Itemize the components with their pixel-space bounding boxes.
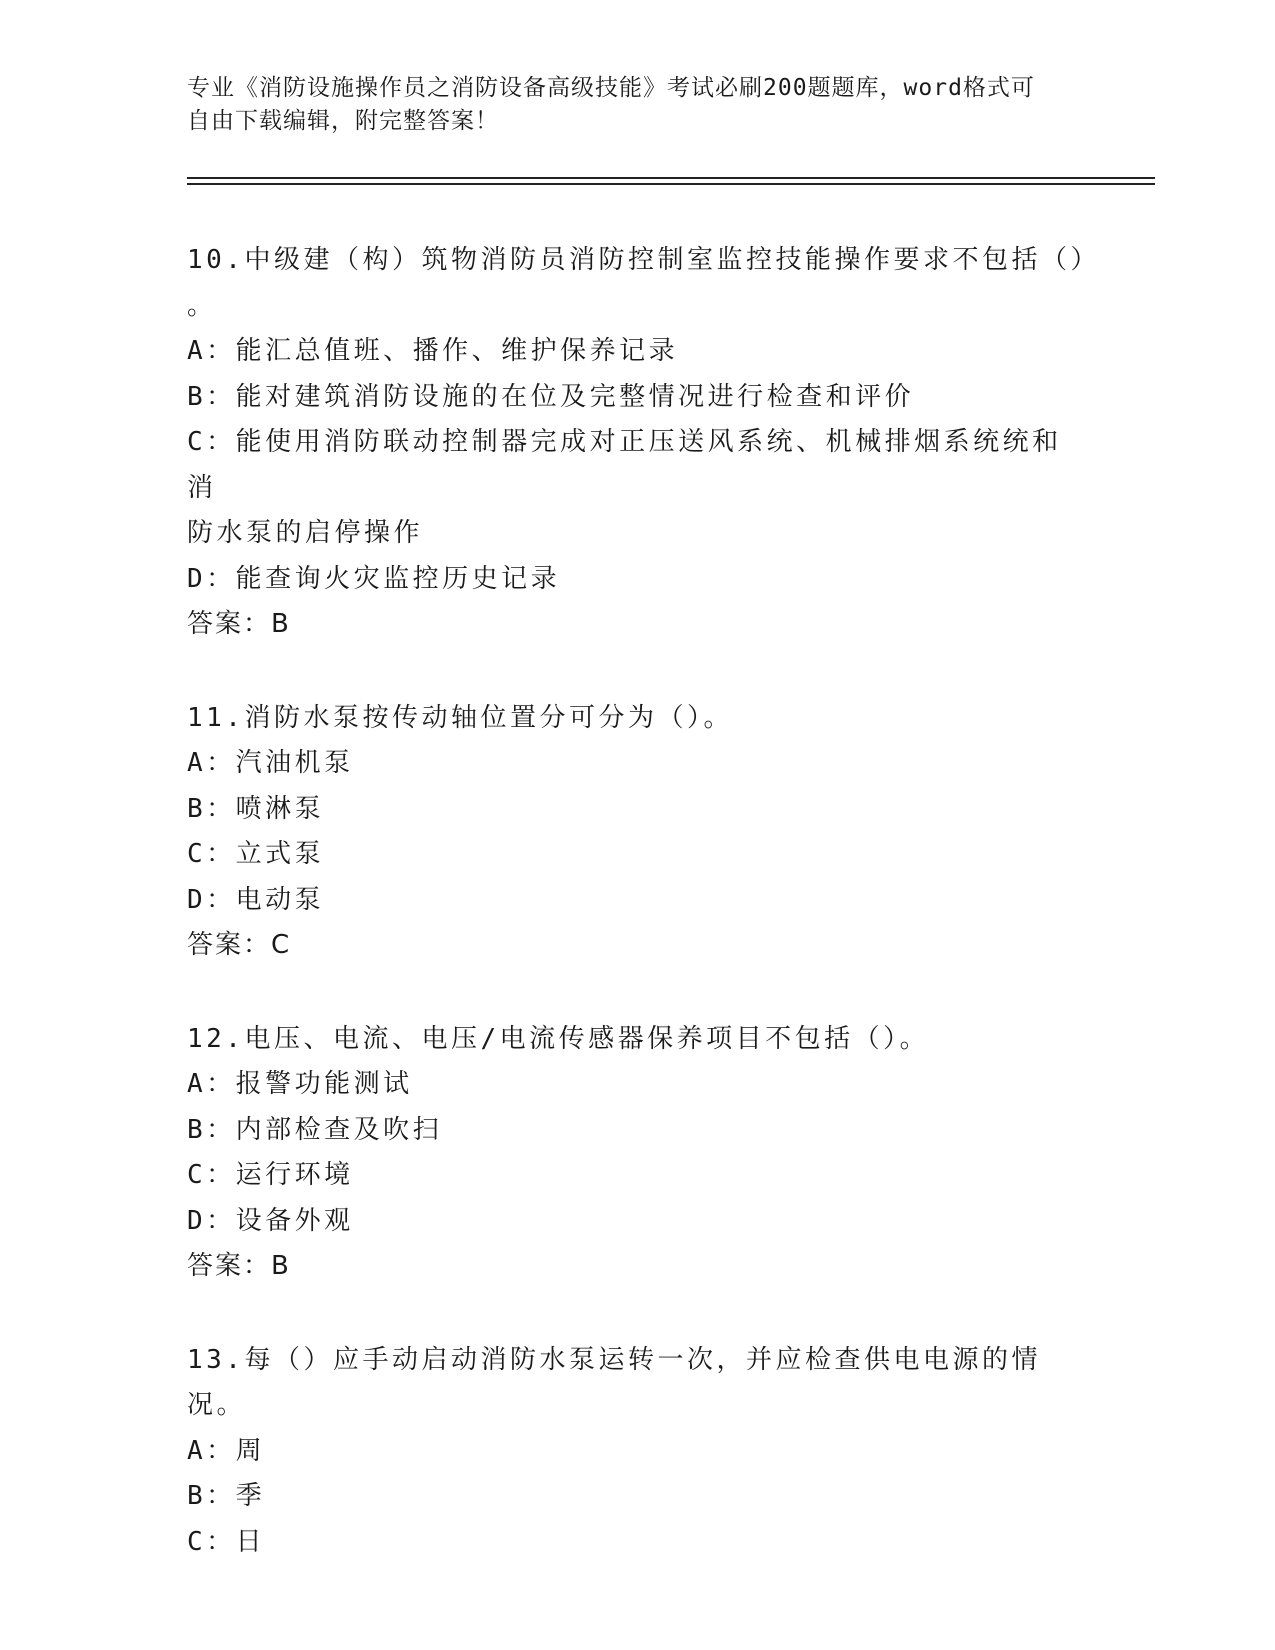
option-a: A：报警功能测试	[187, 1069, 413, 1099]
header-divider-bottom	[187, 183, 1155, 185]
question-text: 11.消防水泵按传动轴位置分可分为（）。	[187, 702, 733, 733]
option-b: B：季	[187, 1481, 266, 1511]
option-a: A：能汇总值班、播作、维护保养记录	[187, 336, 679, 366]
question-11	[187, 696, 1087, 969]
question-list	[187, 238, 1100, 1613]
option-c-continued: 防水泵的启停操作	[187, 518, 424, 548]
answer-label: 答案：B	[187, 1251, 291, 1281]
question-text: 13.每（）应手动启动消防水泵运转一次，并应检查供电电源的情况。	[187, 1344, 1041, 1420]
option-c: C：运行环境	[187, 1160, 354, 1190]
option-c: C：日	[187, 1526, 266, 1557]
question-12	[187, 1017, 1087, 1290]
option-d: D：设备外观	[187, 1205, 354, 1236]
option-b: B：喷淋泵	[187, 793, 325, 824]
header-line-2: 自由下载编辑，附完整答案！	[187, 108, 499, 134]
option-a: A：周	[187, 1435, 266, 1466]
answer-label: 答案：B	[187, 609, 291, 639]
header-line-1: 专业《消防设施操作员之消防设备高级技能》考试必刷200题题库，word格式可	[187, 75, 1035, 101]
option-b: B：内部检查及吹扫	[187, 1114, 443, 1145]
option-b: B：能对建筑消防设施的在位及完整情况进行检查和评价	[187, 381, 915, 412]
question-text-continued: 。	[187, 290, 217, 321]
option-d: D：能查询火灾监控历史记录	[187, 563, 561, 594]
option-c: C：能使用消防联动控制器完成对正压送风系统、机械排烟系统统和消	[187, 427, 1062, 503]
document-header	[187, 72, 1067, 138]
answer-label: 答案：C	[187, 930, 292, 960]
option-a: A：汽油机泵	[187, 748, 354, 778]
option-d: D：电动泵	[187, 884, 325, 915]
header-divider-top	[187, 177, 1155, 179]
question-text: 12.电压、电流、电压/电流传感器保养项目不包括（）。	[187, 1023, 930, 1054]
question-10	[187, 238, 1100, 648]
question-text: 10.中级建（构）筑物消防员消防控制室监控技能操作要求不包括（）	[187, 245, 1100, 275]
option-c: C：立式泵	[187, 839, 325, 869]
question-13	[187, 1338, 1087, 1566]
